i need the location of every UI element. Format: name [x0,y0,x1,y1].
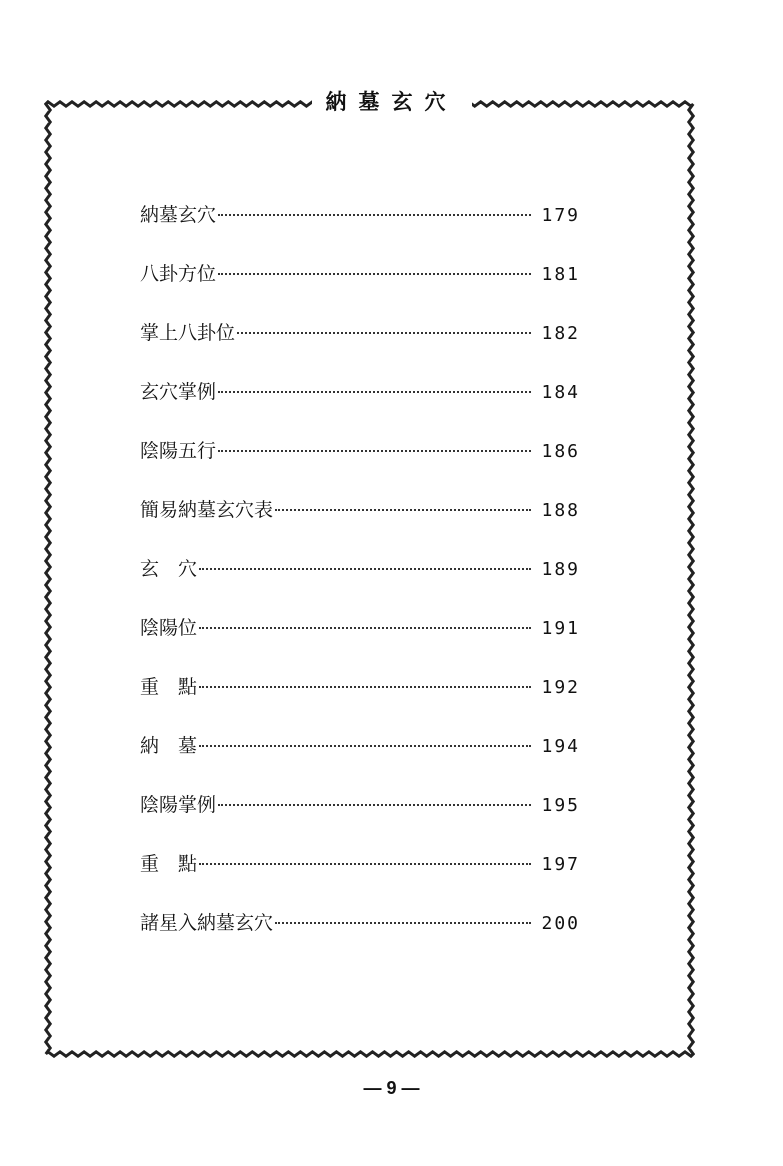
dot-leader [275,922,531,924]
toc-entry[interactable] [140,731,580,761]
dot-leader [199,568,531,570]
toc-entry-page: 192 [541,677,580,698]
dot-leader [218,450,531,452]
toc-entry-page: 189 [541,559,580,580]
toc-entry-page: 179 [541,205,580,226]
toc-entry-page: 191 [541,618,580,639]
toc-entry[interactable] [140,377,580,407]
toc-entry-label: 八卦方位 [140,263,217,285]
toc-entry-label: 陰陽掌例 [140,794,217,816]
dot-leader [199,627,531,629]
toc-entry[interactable] [140,495,580,525]
section-title-text: 納墓玄穴 [312,89,472,114]
toc-entry-label: 諸星入納墓玄穴 [140,912,274,934]
section-title [0,86,783,116]
dot-leader [199,686,531,688]
toc-entry-page: 181 [541,264,580,285]
toc-entry-label: 納墓玄穴 [140,204,217,226]
toc-entry[interactable] [140,554,580,584]
page-number: — 9 — [363,1078,420,1098]
toc-entry-label: 重 點 [140,853,198,875]
dot-leader [218,273,531,275]
toc-entry-page: 182 [541,323,580,344]
toc-entry[interactable] [140,259,580,289]
toc-entry[interactable] [140,790,580,820]
dot-leader [218,214,531,216]
toc-entry-page: 188 [541,500,580,521]
toc-entry-page: 200 [541,913,580,934]
dot-leader [275,509,531,511]
toc-entry-label: 簡易納墓玄穴表 [140,499,274,521]
dot-leader [237,332,531,334]
toc-entry-label: 重 點 [140,676,198,698]
toc-entry[interactable] [140,672,580,702]
dot-leader [218,391,531,393]
toc-entry[interactable] [140,436,580,466]
toc-entry-page: 195 [541,795,580,816]
toc-entry[interactable] [140,908,580,938]
dot-leader [199,745,531,747]
toc-entry-label: 納 墓 [140,735,198,757]
toc-entry-label: 陰陽五行 [140,440,217,462]
toc-entry-page: 197 [541,854,580,875]
toc-entry-label: 玄穴掌例 [140,381,217,403]
toc-entry[interactable] [140,200,580,230]
toc-entry-page: 194 [541,736,580,757]
dot-leader [218,804,531,806]
toc-entry-label: 陰陽位 [140,617,198,639]
toc-entry-page: 186 [541,441,580,462]
toc-entry-label: 玄 穴 [140,558,198,580]
toc-entry[interactable] [140,318,580,348]
dot-leader [199,863,531,865]
toc-entry[interactable] [140,849,580,879]
toc-entry-page: 184 [541,382,580,403]
toc-entry-label: 掌上八卦位 [140,322,236,344]
toc-entry[interactable] [140,613,580,643]
